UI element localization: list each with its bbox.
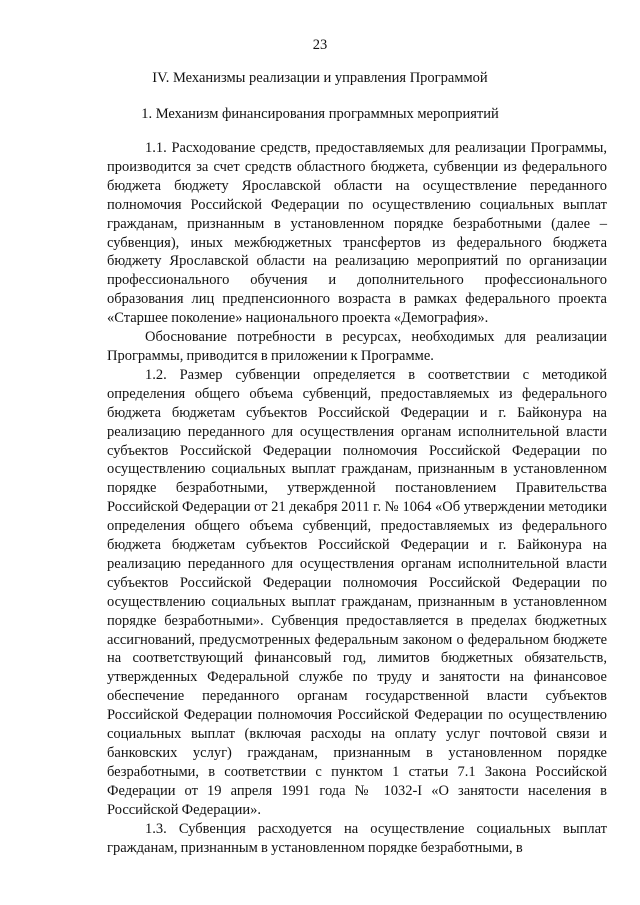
- body-text: [107, 139, 607, 857]
- paragraph-1-3: 1.3. Субвенция расходуется на осуществление социальных выплат гражданам, признанным в установленном порядке безработными, в: [107, 820, 607, 856]
- section-heading: IV. Механизмы реализации и управления Программой: [152, 70, 488, 86]
- page-number: 23: [312, 37, 328, 53]
- subsection-heading: 1. Механизм финансирования программных мероприятий: [141, 106, 499, 122]
- paragraph-1-2: 1.2. Размер субвенции определяется в соответствии с методикой определения общего объема субвенций, предоставляемых из федерального бюджета бюджетам субъектов Российской Федерации и г. Байконура на реализацию переданного для осуществления органам исполнительной власти субъектов Российской Федерации полномочия Российской Федерации по осуществлению социальных выплат гражданам, признанным в установленном порядке безработными, утвержденной постановлением Правительства Российской Федерации от 21 декабря 2011 г. № 1064 «Об утверждении методики определения общего объема субвенций, предоставляемых из федерального бюджета бюджетам субъектов Российской Федерации и г. Байконура на реализацию переданного для осуществления органам исполнительной власти субъектов Российской Федерации полномочия Российской Федерации по осуществлению социальных выплат гражданам, признанным в установленном порядке безработными». Субвенция предоставляется в пределах бюджетных ассигнований, предусмотренных федеральным законом о федеральном бюджете на соответствующий финансовый год, лимитов бюджетных обязательств, утвержденных Федеральной службе по труду и занятости на финансовое обеспечение переданного органам государственной власти субъектов Российской Федерации полномочия Российской Федерации по осуществлению социальных выплат (включая расходы на оплату услуг почтовой связи и банковских услуг) гражданам, признанным в установленном порядке безработными, в соответствии с пунктом 1 статьи 7.1 Закона Российской Федерации от 19 апреля 1991 года № 1032-I «О занятости населения в Российской Федерации».: [107, 366, 607, 818]
- paragraph-resources: Обоснование потребности в ресурсах, необходимых для реализации Программы, приводится в приложении к Программе.: [107, 329, 607, 364]
- paragraph-1-1: 1.1. Расходование средств, предоставляемых для реализации Программы, производится за счет средств областного бюджета, субвенции из федерального бюджета бюджету Ярославской области на осуществление переданного полномочия Российской Федерации по осуществлению социальных выплат гражданам, признанным в установленном порядке безработными (далее – субвенция), иных межбюджетных трансфертов из федерального бюджета бюджету Ярославской области на реализацию мероприятий по организации профессионального обучения и дополнительного профессионального образования лиц предпенсионного возраста в рамках федерального проекта «Старшее поколение» национального проекта «Демография».: [107, 140, 607, 327]
